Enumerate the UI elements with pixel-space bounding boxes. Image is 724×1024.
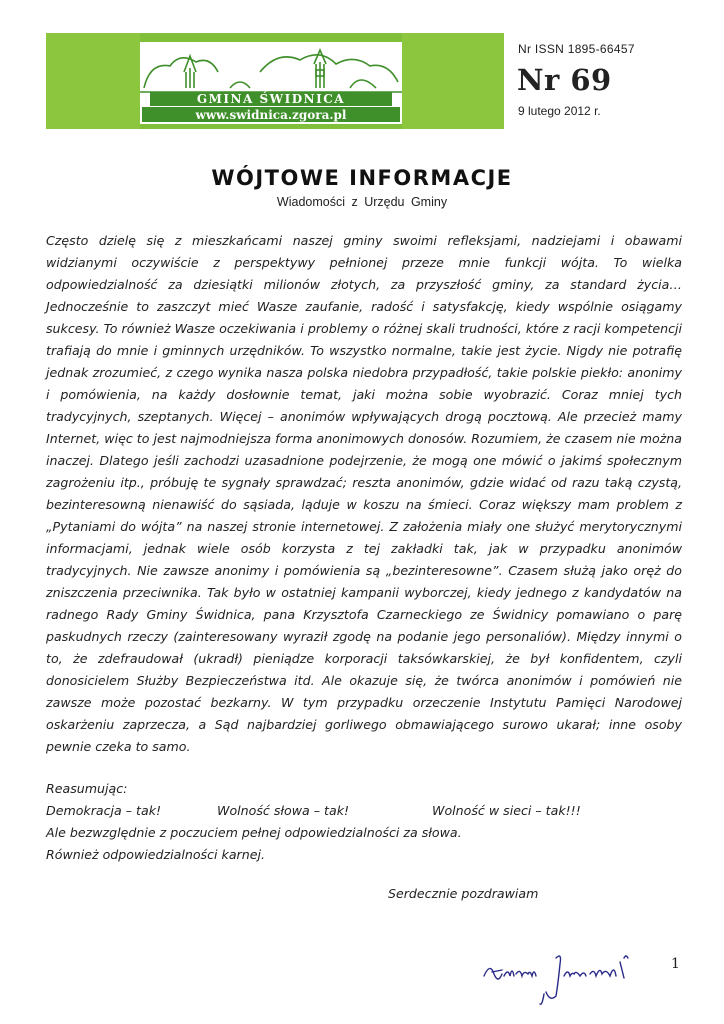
article-body: Często dzielę się z mieszkańcami naszej gminy swoimi refleksjami, nadziejami i obawami widzianymi oczywiście z perspektywy pełnionej przeze mnie funkcji wójta. To wielka odpowiedzialność za dziesiątki milionów złotych, za przyszłość gminy, za standard życia… Jednocześnie to zaszczyt mieć Wasze zaufanie, radość i satysfakcję, kiedy wspólnie osiągamy sukcesy. To również Wasze oczekiwania i problemy o różnej skali trudności, które z racji kompetencji trafiają do mnie i gminnych urzędników. To wszystko normalne, takie jest życie. Nigdy nie potrafię jednak zrozumieć, z czego wynika nasza polska niedobra przypadłość, takie polskie piekło: anonimy i pomówienia, na każdy dosłownie temat, jaki można sobie wyobrazić. Coraz mniej tych tradycyjnych, szeptanych. Więcej – anonimów wpływających drogą pocztową. Ale przecież mamy Internet, więc to jest najmodniejsza forma anonimowych donosów. Rozumiem, że czasem nie można inaczej. Dlatego jeśli zachodzi uzasadnione podejrzenie, że mogą one mówić o jakimś społecznym zagrożeniu itp., próbuję te sygnały sprawdzać; reszta anonimów, gdzie widać od razu taką czystą, bezinteresowną nienawiść do sąsiada, ląduje w koszu na śmieci. Coraz większy mam problem z „Pytaniami do wójta” na naszej stronie internetowej. Z założenia miały one służyć merytorycznymi informacjami, jednak wiele osób korzysta z tej zakładki tak, jak w przypadku anonimów tradycyjnych. Nie zawsze anonimy i pomówienia są „bezinteresowne”. Czasem służą jako oręż do zniszczenia przeciwnika. Tak było w ostatniej kampanii wyborczej, kiedy jednego z kandydatów na radnego Rady Gminy Świdnica, pana Krzysztofa Czarneckiego ze Świdnicy pomawiano o parę paskudnych rzeczy (zainteresowany wyraził zgodę na podanie jego personaliów). Między innymi o to, że zdefraudował (ukradł) pieniądze korporacji taksówkarskiej, że był konfidentem, czyli donosicielem Służby Bezpieczeństwa itd. Ale okazuje się, że twórca anonimów i pomówień nie zawsze może pozostać bezkarny. W tym przypadku orzeczenie Instytutu Pamięci Narodowej oskarżeniu zaprzecza, a Sąd najbardziej gorliwego obmawiającego surowo ukarał; inne osoby pewnie czeka to samo. (46, 233, 682, 754)
slogan-free-speech: Wolność słowa – tak! (217, 803, 350, 818)
issue-date: 9 lutego 2012 r. (518, 104, 601, 118)
slogan-internet-freedom: Wolność w sieci – tak!!! (432, 803, 581, 818)
slogan-democracy: Demokracja – tak! (46, 803, 162, 818)
banner-right-stripe (402, 33, 504, 129)
banner-left-stripe (46, 33, 140, 129)
page-number: 1 (671, 956, 680, 972)
issn-number: Nr ISSN 1895-66457 (518, 42, 635, 56)
handwritten-signature (476, 944, 652, 1008)
header-banner (46, 33, 504, 129)
gmina-swidnica-logo (140, 42, 402, 124)
logo-title: GMINA ŚWIDNICA (196, 92, 346, 106)
page-title: WÓJTOWE INFORMACJE (211, 166, 513, 190)
page-subtitle: Wiadomości z Urzędu Gminy (276, 195, 448, 209)
logo-url: www.swidnica.zgora.pl (195, 108, 347, 122)
closing-line-2: Również odpowiedzialności karnej. (46, 847, 265, 862)
summary-label: Reasumując: (46, 781, 128, 796)
closing-line-1: Ale bezwzględnie z poczuciem pełnej odpowiedzialności za słowa. (46, 825, 462, 840)
issue-number: Nr 69 (517, 63, 612, 97)
greeting: Serdecznie pozdrawiam (388, 886, 539, 901)
